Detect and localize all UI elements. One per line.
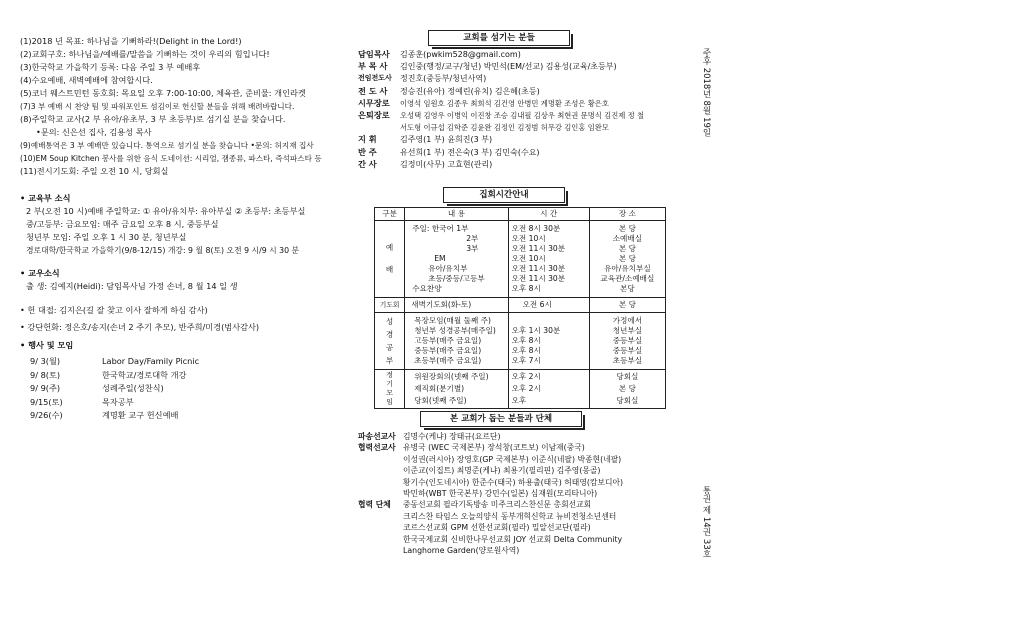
member-title: • 교우소식: [20, 268, 60, 278]
worship-content-7: 수요찬양: [412, 284, 442, 293]
study-place-5: 초등부실: [612, 356, 643, 365]
prayer-time: 오전 6시: [508, 298, 589, 313]
worship-row: [375, 221, 666, 298]
mission-role: 협력선교사: [358, 443, 396, 453]
mission-heading: 본 교회가 돕는 분들과 단체: [420, 411, 582, 427]
study-time-2: 오후 1시 30분: [511, 326, 561, 335]
staff-names: 오성택 김영우 이병익 이진창 조승 김내필 김상우 최현권 문명식 김진제 정 철: [400, 111, 645, 120]
staff-role: 전임전도사: [358, 74, 392, 83]
worship-place-5: 유아/유치부실: [604, 264, 651, 273]
thanks-line: • 헌 대접: 김지은(길 잘 찾고 이사 잘하게 하심 감사): [20, 305, 208, 315]
regular-place-2: 본 당: [618, 384, 636, 393]
regular-times: [508, 370, 589, 409]
col-header-time: 시 간: [508, 208, 589, 221]
staff-names: 정승진(유아) 정예린(유치) 김은혜(초등): [400, 86, 540, 96]
study-category-label: 성경공부: [385, 317, 394, 365]
study-content-1: 목장모임(매월 둘째 주): [414, 316, 491, 325]
notice-10: (10)EM Soup Kitchen 봉사를 위한 음식 도네이션: 시리얼, 잼종류, 파스타, 즉석파스타 등: [20, 154, 322, 163]
staff-role: 지 휘: [358, 134, 377, 145]
event-date: 9/ 9(주): [30, 383, 61, 393]
staff-role: 담임목사: [358, 49, 390, 59]
regular-row: [375, 370, 666, 409]
worship-category-label: 예배: [385, 243, 394, 274]
member-line: 출 생: 김예지(Heidi): 담임목사님 가정 손녀, 8 월 14 일 생: [26, 281, 238, 291]
worship-contents: [405, 221, 508, 298]
notice-11: (11)전시기도회: 주일 오전 10 시, 당회실: [20, 166, 169, 176]
meeting-heading: 집회시간안내: [443, 187, 565, 203]
regular-category-label: 정기모임: [386, 371, 393, 406]
side-date: 주후 2018년 8월 19일: [701, 48, 711, 137]
study-place-2: 청년부실: [612, 326, 643, 335]
event-description: 계명환 교구 헌신예배: [102, 410, 179, 420]
regular-content-1: 위원장회의(넷째 주일): [414, 372, 489, 381]
study-places: [589, 313, 665, 370]
col-header-category: 구분: [375, 208, 405, 221]
regular-place-1: 당회실: [616, 372, 639, 381]
pulpit-line: • 강단헌화: 정은호/송지(손녀 2 주기 추모), 반주희/미경(범사감사): [20, 322, 260, 332]
regular-content-3: 당회(넷째 주일): [414, 396, 467, 405]
worship-place-2: 소예배실: [612, 234, 643, 243]
worship-time-7: 오후 8시: [511, 284, 541, 293]
staff-names: 김정미(사무) 고효현(관리): [400, 159, 493, 169]
event-date: 9/ 3(월): [30, 356, 61, 366]
event-description: 목자공부: [102, 396, 134, 407]
staff-role: 은퇴장로: [358, 110, 390, 120]
staff-role: 반 주: [358, 146, 377, 157]
meeting-table: [374, 207, 666, 409]
staff-names: 이영석 임원호 김종우 최희석 김건영 안병민 계명환 조성은 황은호: [400, 98, 609, 108]
notice-3: (3)한국학교 가을학기 등록: 다음 주일 3 부 예배후: [20, 62, 201, 72]
worship-place-6: 교육관/소예배실: [600, 274, 655, 283]
mission-role: 협력 단체: [358, 500, 391, 510]
study-category: [375, 313, 405, 370]
worship-time-3: 오전 11시 30분: [511, 244, 566, 253]
regular-time-1: 오후 2시: [511, 372, 541, 381]
education-line-3: 청년부 모임: 주일 오후 1 시 30 분, 청년부실: [26, 232, 187, 242]
education-line-2: 중/고등부: 금요모임: 매주 금요일 오후 8 시, 중등부실: [26, 219, 219, 229]
notice-8: (8)주일학교 교사(2 부 유아/유초부, 3 부 초등부)로 섬기실 분을 찾습니다.: [20, 114, 286, 124]
staff-role: 시무장로: [358, 97, 390, 108]
prayer-category: 기도회: [375, 298, 405, 313]
event-description: Labor Day/Family Picnic: [102, 356, 200, 366]
study-time-1: [512, 316, 586, 326]
regular-content-2: 제직회(분기별): [414, 384, 465, 393]
study-row: [375, 313, 666, 370]
col-header-place: 장 소: [589, 208, 665, 221]
worship-places: [589, 221, 665, 298]
notice-9: (9)예배통역은 3 부 예배만 있습니다. 통역으로 섬기실 분을 찾습니다 •문의: 허지재 집사: [20, 141, 314, 150]
worship-times: [508, 221, 589, 298]
study-place-4: 중등부실: [612, 346, 643, 355]
mission-names: 한국국제교회 신비한나무선교회 JOY 선교회 Delta Community: [403, 534, 623, 544]
regular-category: [375, 370, 405, 409]
event-date: 9/26(수): [30, 410, 63, 420]
event-description: 한국학교/경로대학 개강: [102, 369, 187, 380]
education-title: • 교육부 소식: [20, 193, 71, 203]
study-content-4: 중등부(매주 금요일): [414, 346, 482, 355]
staff-names: 김인중(행정/교구/청년) 박민석(EM/선교) 김용성(교육/초등부): [400, 62, 617, 72]
staff-role: 부 목 사: [358, 61, 388, 72]
worship-place-3: 본 당: [618, 244, 636, 253]
prayer-content: 새벽기도회(화-토): [405, 298, 508, 313]
regular-contents: [405, 370, 508, 409]
mission-names: 이준교(이집트) 최명준(케냐) 최용기(필리핀) 김주영(몽골): [403, 466, 601, 476]
staff-names: 서도형 이규섭 김학준 김윤완 김정인 김정범 허무강 김인홍 임완모: [400, 123, 609, 133]
study-time-3: 오후 8시: [511, 336, 541, 345]
mission-names: 박민하(WBT 한국본부) 강민수(일본) 심재원(모리타니아): [403, 489, 598, 498]
study-time-5: 오후 7시: [511, 356, 541, 365]
notice-8-contact: •문의: 신은선 집사, 김용성 목사: [36, 127, 152, 137]
col-header-content: 내 용: [405, 208, 508, 221]
worship-time-1: 오전 8시 30분: [511, 224, 561, 233]
worship-time-2: 오전 10시: [511, 234, 546, 243]
meeting-table-header: [375, 208, 666, 221]
notice-1: (1)2018 년 목표: 하나님을 기뻐하라!(Delight in the Lord!): [20, 36, 242, 46]
worship-content-2: 2부: [466, 234, 479, 243]
worship-place-7: 본당: [620, 284, 635, 293]
side-volume: 통권 제 14권 33호: [701, 486, 711, 559]
staff-names: 김주영(1 부) 윤희진(3 부): [400, 135, 493, 145]
event-description: 성례주일(성찬식): [102, 383, 164, 393]
study-content-5: 초등부(매주 금요일): [414, 356, 482, 365]
worship-content-4: EM: [434, 254, 446, 263]
worship-content-1: 주일: 한국어 1부: [412, 224, 469, 233]
study-times: [508, 313, 589, 370]
study-content-2: 청년부 성경공부(매주일): [414, 326, 496, 335]
mission-names: 황기수(인도네시아) 한준수(태국) 하용출(태국) 허태영(캄보디아): [403, 477, 624, 487]
staff-role: 간 사: [358, 158, 377, 169]
mission-names: 중동선교회 필라기독방송 미주크리스찬신문 총회선교회: [403, 500, 592, 510]
mission-role: 파송선교사: [358, 432, 396, 441]
worship-content-6: 초등/중등/고등부: [428, 274, 485, 283]
staff-names: 김종훈(pwkim528@gmail.com): [400, 50, 521, 59]
mission-names: 코르스선교회 GPM 선한선교회(필라) 밀알선교단(필라): [403, 523, 591, 533]
notice-5: (5)코너 웨스트민턴 동호회: 목요일 오후 7:00-10:00, 체육관, 준비물: 개인라켓: [20, 88, 306, 98]
notice-2: (2)교회구호: 하나님을/예배를/말씀을 기뻐하는 것이 우리의 힘입니다!: [20, 49, 270, 59]
regular-time-3: 오후: [511, 396, 527, 405]
study-place-1: 가정에서: [612, 316, 643, 325]
mission-names: 크리스찬 타임스 오늘의양식 동부개혁신학교 뉴비전청소년센터: [403, 511, 617, 521]
education-line-1: 2 부(오전 10 시)예배 주일학교: ① 유아/유치부: 유아부실 ② 초등부: 초등부실: [26, 206, 306, 216]
staff-names: 정진호(중등부/청년사역): [400, 74, 487, 84]
study-place-3: 중등부실: [612, 336, 643, 345]
event-date: 9/ 8(토): [30, 369, 61, 380]
regular-place-3: 당회실: [616, 396, 639, 405]
notice-4: (4)수요예배, 새벽예배에 참여합시다.: [20, 75, 153, 85]
worship-time-5: 오전 11시 30분: [511, 264, 566, 273]
prayer-place: 본 당: [589, 298, 665, 313]
worship-place-4: 본 당: [618, 254, 636, 263]
mission-names: 김명수(케냐) 장태규(요르단): [403, 432, 501, 441]
study-contents: [405, 313, 508, 370]
mission-names: Langhorne Garden(양로원사역): [403, 546, 520, 555]
regular-time-2: 오후 2시: [511, 384, 541, 393]
study-content-3: 고등부(매주 금요일): [414, 336, 482, 345]
mission-names: 이성권(러시아) 장영호(GP 국제본부) 이준식(네팔) 박종현(네팔): [403, 454, 622, 464]
worship-place-1: 본 당: [618, 224, 636, 233]
events-title: • 행사 및 모임: [20, 340, 74, 350]
worship-category: [375, 221, 405, 298]
worship-content-3: 3부: [466, 244, 479, 253]
mission-names: 유병국 (WEC 국제본부) 장석창(코트보) 이남재(중국): [403, 443, 585, 453]
staff-heading: 교회를 섬기는 분들: [428, 30, 570, 46]
notice-7: (7)3 부 예배 시 찬양 팀 및 파워포인트 섬김이로 헌신할 분들을 위해 배려바랍니다.: [20, 102, 295, 111]
worship-content-5: 유아/유치부: [428, 264, 468, 273]
prayer-row: [375, 298, 666, 313]
staff-names: 유선희(1 부) 전은숙(3 부) 김민숙(수요): [400, 147, 540, 157]
event-date: 9/15(토): [30, 396, 63, 407]
regular-places: [589, 370, 665, 409]
education-line-4: 경로대학/한국학교 가을학기(9/8-12/15) 개강: 9 월 8(토) 오전 9 시/9 시 30 분: [26, 246, 300, 255]
study-time-4: 오후 8시: [511, 346, 541, 355]
worship-time-6: 오전 11시 30분: [511, 274, 566, 283]
staff-role: 전 도 사: [358, 85, 388, 96]
worship-time-4: 오전 10시: [511, 254, 546, 263]
